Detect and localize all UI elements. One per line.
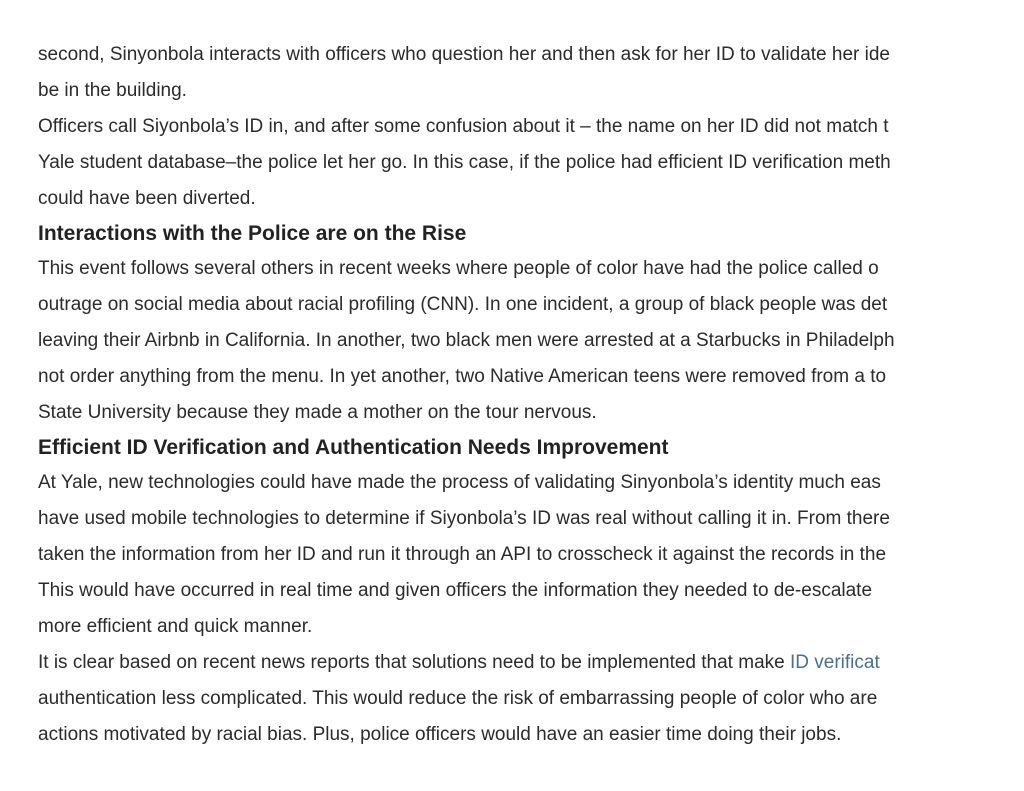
text-line: have used mobile technologies to determine if Siyonbola’s ID was real without calling it in. From there: [38, 508, 890, 529]
text-line: Yale student database–the police let her go. In this case, if the police had efficient ID verification meth: [38, 152, 891, 173]
paragraph-1: [38, 37, 986, 109]
text-segment: It is clear based on recent news reports that solutions need to be implemented that make: [38, 652, 790, 673]
text-line: Officers call Siyonbola’s ID in, and after some confusion about it – the name on her ID did not match t: [38, 116, 889, 137]
text-line: At Yale, new technologies could have made the process of validating Sinyonbola’s identity much eas: [38, 472, 881, 493]
text-line: authentication less complicated. This would reduce the risk of embarrassing people of color who are: [38, 688, 878, 709]
paragraph-4: [38, 465, 986, 645]
section-heading-id-verification: Efficient ID Verification and Authentication Needs Improvement: [38, 436, 669, 459]
text-line-with-link: [38, 645, 986, 681]
text-line: State University because they made a mother on the tour nervous.: [38, 402, 597, 423]
text-line: could have been diverted.: [38, 188, 256, 209]
text-line: outrage on social media about racial profiling (CNN). In one incident, a group of black people was det: [38, 294, 888, 315]
text-line: second, Sinyonbola interacts with officers who question her and then ask for her ID to validate her ide: [38, 44, 890, 65]
text-line: more efficient and quick manner.: [38, 616, 313, 637]
text-line: This event follows several others in recent weeks where people of color have had the police called o: [38, 258, 879, 279]
id-verification-link[interactable]: ID verificat: [789, 652, 880, 673]
text-line: be in the building.: [38, 80, 187, 101]
article-body: [38, 37, 986, 753]
section-heading-police: Interactions with the Police are on the Rise: [38, 222, 467, 245]
text-line: This would have occurred in real time and given officers the information they needed to de-escalate: [38, 580, 873, 601]
text-line: taken the information from her ID and run it through an API to crosscheck it against the records in the: [38, 544, 887, 565]
text-line: actions motivated by racial bias. Plus, police officers would have an easier time doing their jobs.: [38, 724, 842, 745]
paragraph-2: [38, 109, 986, 217]
paragraph-3: [38, 251, 986, 431]
paragraph-5: [38, 645, 986, 753]
text-line: leaving their Airbnb in California. In another, two black men were arrested at a Starbucks in Philadelph: [38, 330, 895, 351]
text-line: not order anything from the menu. In yet another, two Native American teens were removed from a to: [38, 366, 887, 387]
